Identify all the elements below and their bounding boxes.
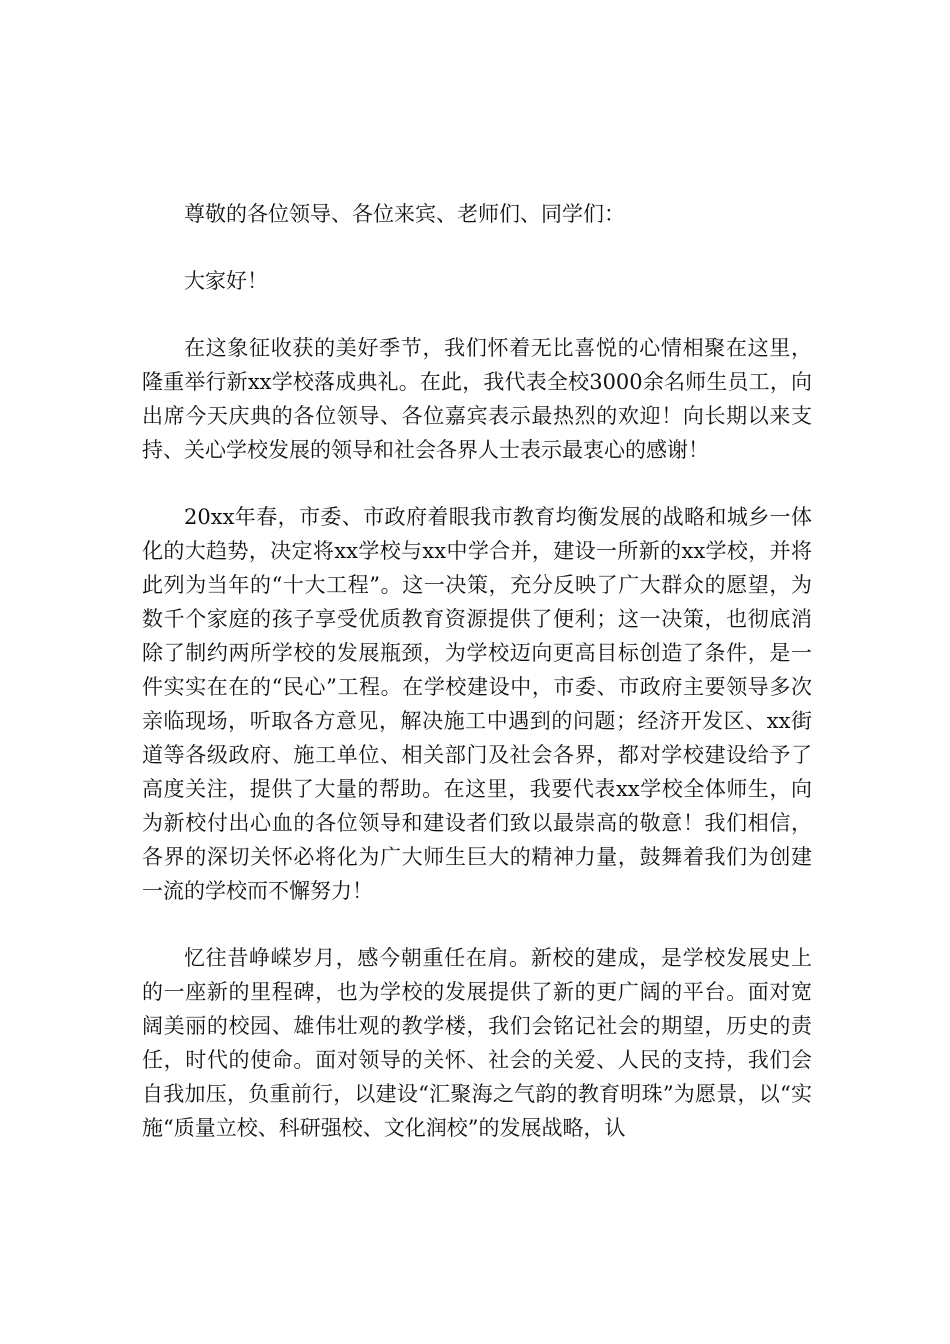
salutation: 尊敬的各位领导、各位来宾、老师们、同学们： bbox=[184, 202, 625, 226]
document-body bbox=[142, 197, 812, 1145]
greeting: 大家好！ bbox=[184, 269, 268, 293]
paragraph-history: 20xx年春，市委、市政府着眼我市教育均衡发展的战略和城乡一体化的大趋势，决定将xx学校与xx中学合并，建设一所新的xx学校，并将此列为当年的“十大工程”。这一决策，充分反映了广大群众的愿望，为数千个家庭的孩子享受优质教育资源提供了便利；这一决策，也彻底消除了制约两所学校的发展瓶颈，为学校迈向更高目标创造了条件，是一件实实在在的“民心”工程。在学校建设中，市委、市政府主要领导多次亲临现场，听取各方意见，解决施工中遇到的问题；经济开发区、xx街道等各级政府、施工单位、相关部门及社会各界，都对学校建设给予了高度关注，提供了大量的帮助。在这里，我要代表xx学校全体师生，向为新校付出心血的各位领导和建设者们致以最崇高的敬意！我们相信，各界的深切关怀必将化为广大师生巨大的精神力量，鼓舞着我们为创建一流的学校而不懈努力！ bbox=[142, 505, 812, 903]
paragraph-vision: 忆往昔峥嵘岁月，感今朝重任在肩。新校的建成，是学校发展史上的一座新的里程碑，也为学校的发展提供了新的更广阔的平台。面对宽阔美丽的校园、雄伟壮观的教学楼，我们会铭记社会的期望，历史的责任，时代的使命。面对领导的关怀、社会的关爱、人民的支持，我们会自我加压，负重前行，以建设“汇聚海之气韵的教育明珠”为愿景，以“实施“质量立校、科研强校、文化润校”的发展战略，认 bbox=[142, 946, 812, 1140]
paragraph-welcome: 在这象征收获的美好季节，我们怀着无比喜悦的心情相聚在这里，隆重举行新xx学校落成典礼。在此，我代表全校3000余名师生员工，向出席今天庆典的各位领导、各位嘉宾表示最热烈的欢迎！向长期以来支持、关心学校发展的领导和社会各界人士表示最衷心的感谢！ bbox=[142, 336, 812, 462]
